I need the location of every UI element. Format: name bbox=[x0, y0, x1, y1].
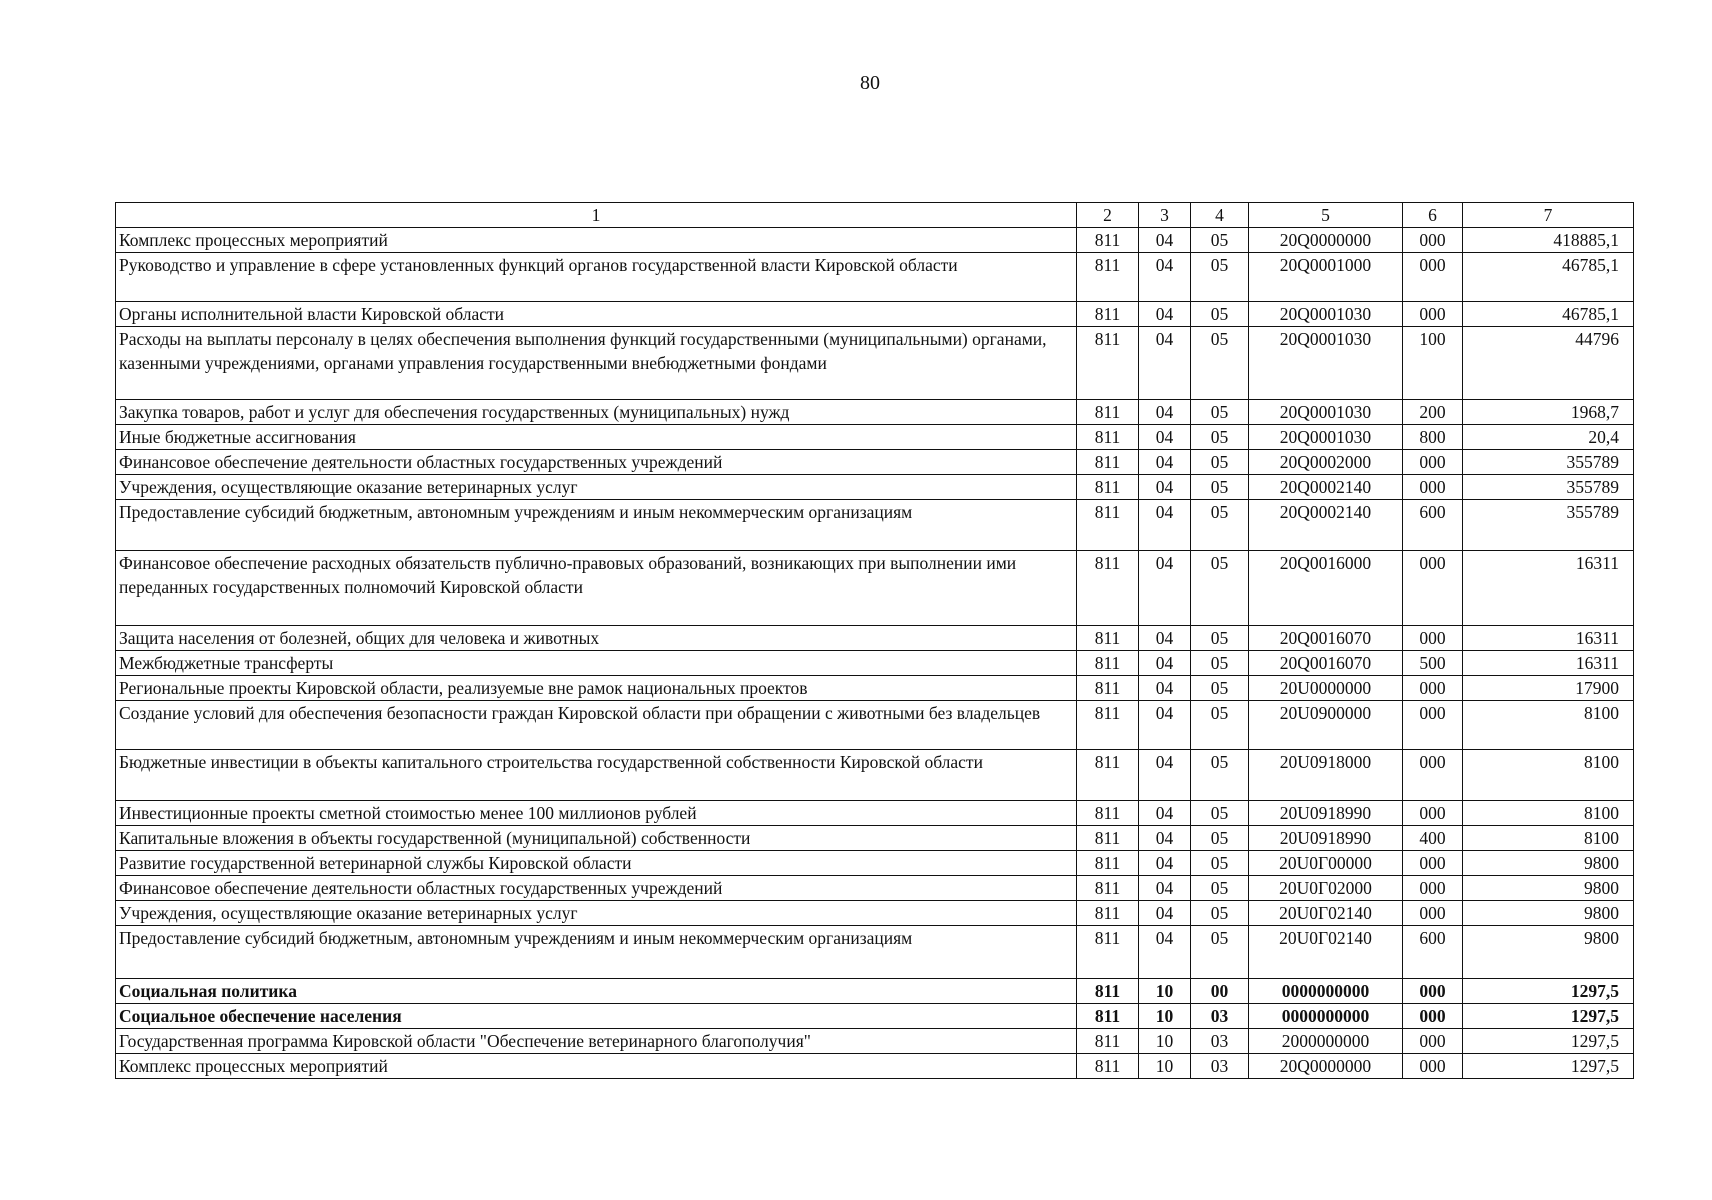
code-cell-6: 000 bbox=[1403, 701, 1463, 750]
code-cell-6: 400 bbox=[1403, 826, 1463, 851]
table-row bbox=[116, 1029, 1634, 1054]
code-cell-4: 05 bbox=[1191, 450, 1249, 475]
amount-cell: 9800 bbox=[1463, 876, 1634, 901]
code-cell-3: 04 bbox=[1139, 876, 1191, 901]
table-row bbox=[116, 1004, 1634, 1029]
table-row bbox=[116, 327, 1634, 400]
header-cell-4: 4 bbox=[1191, 203, 1249, 228]
code-cell-5: 20Q0001000 bbox=[1249, 253, 1403, 302]
amount-cell: 8100 bbox=[1463, 801, 1634, 826]
amount-cell: 1297,5 bbox=[1463, 1029, 1634, 1054]
code-cell-5: 20Q0000000 bbox=[1249, 1054, 1403, 1079]
table-row bbox=[116, 626, 1634, 651]
table-row bbox=[116, 926, 1634, 979]
code-cell-6: 600 bbox=[1403, 926, 1463, 979]
row-name-cell: Предоставление субсидий бюджетным, автономным учреждениям и иным некоммерческим организациям bbox=[116, 926, 1077, 979]
code-cell-6: 000 bbox=[1403, 901, 1463, 926]
code-cell-4: 05 bbox=[1191, 926, 1249, 979]
code-cell-5: 20Q0002000 bbox=[1249, 450, 1403, 475]
amount-cell: 44796 bbox=[1463, 327, 1634, 400]
table-row bbox=[116, 253, 1634, 302]
code-cell-2: 811 bbox=[1077, 626, 1139, 651]
table-row bbox=[116, 676, 1634, 701]
row-name-cell: Органы исполнительной власти Кировской области bbox=[116, 302, 1077, 327]
code-cell-5: 20U0918000 bbox=[1249, 750, 1403, 801]
amount-cell: 16311 bbox=[1463, 651, 1634, 676]
code-cell-4: 05 bbox=[1191, 400, 1249, 425]
code-cell-5: 20Q0002140 bbox=[1249, 500, 1403, 551]
code-cell-3: 04 bbox=[1139, 302, 1191, 327]
table-row bbox=[116, 876, 1634, 901]
row-name-cell: Региональные проекты Кировской области, реализуемые вне рамок национальных проектов bbox=[116, 676, 1077, 701]
code-cell-6: 000 bbox=[1403, 228, 1463, 253]
code-cell-3: 04 bbox=[1139, 425, 1191, 450]
header-cell-1: 1 bbox=[116, 203, 1077, 228]
code-cell-3: 04 bbox=[1139, 551, 1191, 626]
code-cell-4: 05 bbox=[1191, 801, 1249, 826]
code-cell-5: 20Q0001030 bbox=[1249, 425, 1403, 450]
code-cell-3: 04 bbox=[1139, 901, 1191, 926]
amount-cell: 8100 bbox=[1463, 750, 1634, 801]
row-name-cell: Финансовое обеспечение деятельности областных государственных учреждений bbox=[116, 450, 1077, 475]
code-cell-2: 811 bbox=[1077, 228, 1139, 253]
table-row bbox=[116, 1054, 1634, 1079]
code-cell-3: 04 bbox=[1139, 701, 1191, 750]
code-cell-4: 05 bbox=[1191, 676, 1249, 701]
table-row bbox=[116, 979, 1634, 1004]
code-cell-5: 0000000000 bbox=[1249, 979, 1403, 1004]
code-cell-5: 20Q0002140 bbox=[1249, 475, 1403, 500]
code-cell-5: 20U0918990 bbox=[1249, 801, 1403, 826]
code-cell-5: 2000000000 bbox=[1249, 1029, 1403, 1054]
code-cell-6: 000 bbox=[1403, 626, 1463, 651]
code-cell-3: 04 bbox=[1139, 327, 1191, 400]
code-cell-3: 04 bbox=[1139, 826, 1191, 851]
amount-cell: 1297,5 bbox=[1463, 1054, 1634, 1079]
amount-cell: 355789 bbox=[1463, 500, 1634, 551]
budget-table bbox=[115, 202, 1634, 1079]
code-cell-3: 10 bbox=[1139, 1054, 1191, 1079]
row-name-cell: Комплекс процессных мероприятий bbox=[116, 1054, 1077, 1079]
amount-cell: 1297,5 bbox=[1463, 1004, 1634, 1029]
amount-cell: 16311 bbox=[1463, 626, 1634, 651]
amount-cell: 8100 bbox=[1463, 701, 1634, 750]
code-cell-2: 811 bbox=[1077, 327, 1139, 400]
row-name-cell: Расходы на выплаты персоналу в целях обеспечения выполнения функций государственными (муниципальными) органами, казенными учреждениями, органами управления государственными внебюджетными фондами bbox=[116, 327, 1077, 400]
amount-cell: 1968,7 bbox=[1463, 400, 1634, 425]
code-cell-4: 05 bbox=[1191, 500, 1249, 551]
code-cell-4: 05 bbox=[1191, 228, 1249, 253]
amount-cell: 8100 bbox=[1463, 826, 1634, 851]
code-cell-2: 811 bbox=[1077, 1004, 1139, 1029]
code-cell-4: 05 bbox=[1191, 626, 1249, 651]
code-cell-4: 05 bbox=[1191, 302, 1249, 327]
amount-cell: 355789 bbox=[1463, 450, 1634, 475]
row-name-cell: Руководство и управление в сфере установленных функций органов государственной власти Кировской области bbox=[116, 253, 1077, 302]
code-cell-2: 811 bbox=[1077, 750, 1139, 801]
code-cell-5: 0000000000 bbox=[1249, 1004, 1403, 1029]
amount-cell: 20,4 bbox=[1463, 425, 1634, 450]
code-cell-4: 05 bbox=[1191, 651, 1249, 676]
code-cell-3: 04 bbox=[1139, 475, 1191, 500]
table-row bbox=[116, 801, 1634, 826]
amount-cell: 46785,1 bbox=[1463, 302, 1634, 327]
table-row bbox=[116, 400, 1634, 425]
code-cell-3: 04 bbox=[1139, 500, 1191, 551]
code-cell-4: 05 bbox=[1191, 425, 1249, 450]
code-cell-2: 811 bbox=[1077, 826, 1139, 851]
code-cell-5: 20Q0016070 bbox=[1249, 626, 1403, 651]
table-body bbox=[116, 228, 1634, 1079]
amount-cell: 9800 bbox=[1463, 851, 1634, 876]
row-name-cell: Межбюджетные трансферты bbox=[116, 651, 1077, 676]
row-name-cell: Комплекс процессных мероприятий bbox=[116, 228, 1077, 253]
code-cell-5: 20U0918990 bbox=[1249, 826, 1403, 851]
code-cell-6: 600 bbox=[1403, 500, 1463, 551]
code-cell-4: 05 bbox=[1191, 475, 1249, 500]
code-cell-5: 20Q0000000 bbox=[1249, 228, 1403, 253]
code-cell-6: 100 bbox=[1403, 327, 1463, 400]
code-cell-4: 03 bbox=[1191, 1054, 1249, 1079]
code-cell-6: 200 bbox=[1403, 400, 1463, 425]
code-cell-5: 20Q0016070 bbox=[1249, 651, 1403, 676]
amount-cell: 9800 bbox=[1463, 901, 1634, 926]
code-cell-3: 04 bbox=[1139, 676, 1191, 701]
code-cell-6: 000 bbox=[1403, 676, 1463, 701]
code-cell-4: 05 bbox=[1191, 826, 1249, 851]
code-cell-3: 04 bbox=[1139, 400, 1191, 425]
code-cell-5: 20U0Г02000 bbox=[1249, 876, 1403, 901]
table-row bbox=[116, 901, 1634, 926]
amount-cell: 16311 bbox=[1463, 551, 1634, 626]
code-cell-3: 10 bbox=[1139, 1004, 1191, 1029]
code-cell-4: 05 bbox=[1191, 551, 1249, 626]
amount-cell: 1297,5 bbox=[1463, 979, 1634, 1004]
code-cell-2: 811 bbox=[1077, 901, 1139, 926]
header-cell-3: 3 bbox=[1139, 203, 1191, 228]
code-cell-5: 20U0000000 bbox=[1249, 676, 1403, 701]
code-cell-2: 811 bbox=[1077, 701, 1139, 750]
code-cell-4: 05 bbox=[1191, 253, 1249, 302]
code-cell-6: 000 bbox=[1403, 851, 1463, 876]
table-row bbox=[116, 450, 1634, 475]
code-cell-6: 500 bbox=[1403, 651, 1463, 676]
code-cell-2: 811 bbox=[1077, 302, 1139, 327]
code-cell-3: 04 bbox=[1139, 851, 1191, 876]
code-cell-2: 811 bbox=[1077, 851, 1139, 876]
table-row bbox=[116, 551, 1634, 626]
code-cell-5: 20U0Г00000 bbox=[1249, 851, 1403, 876]
code-cell-6: 000 bbox=[1403, 1004, 1463, 1029]
code-cell-5: 20Q0001030 bbox=[1249, 327, 1403, 400]
code-cell-5: 20Q0001030 bbox=[1249, 400, 1403, 425]
code-cell-2: 811 bbox=[1077, 450, 1139, 475]
code-cell-2: 811 bbox=[1077, 979, 1139, 1004]
amount-cell: 17900 bbox=[1463, 676, 1634, 701]
code-cell-3: 04 bbox=[1139, 651, 1191, 676]
code-cell-2: 811 bbox=[1077, 1029, 1139, 1054]
code-cell-2: 811 bbox=[1077, 253, 1139, 302]
code-cell-2: 811 bbox=[1077, 400, 1139, 425]
header-cell-6: 6 bbox=[1403, 203, 1463, 228]
amount-cell: 355789 bbox=[1463, 475, 1634, 500]
code-cell-6: 000 bbox=[1403, 979, 1463, 1004]
code-cell-3: 04 bbox=[1139, 253, 1191, 302]
code-cell-4: 05 bbox=[1191, 701, 1249, 750]
table-row bbox=[116, 500, 1634, 551]
row-name-cell: Финансовое обеспечение деятельности областных государственных учреждений bbox=[116, 876, 1077, 901]
code-cell-4: 03 bbox=[1191, 1004, 1249, 1029]
row-name-cell: Государственная программа Кировской области "Обеспечение ветеринарного благополучия" bbox=[116, 1029, 1077, 1054]
row-name-cell: Бюджетные инвестиции в объекты капитального строительства государственной собственности Кировской области bbox=[116, 750, 1077, 801]
row-name-cell: Капитальные вложения в объекты государственной (муниципальной) собственности bbox=[116, 826, 1077, 851]
code-cell-4: 00 bbox=[1191, 979, 1249, 1004]
code-cell-5: 20U0Г02140 bbox=[1249, 926, 1403, 979]
code-cell-6: 000 bbox=[1403, 551, 1463, 626]
code-cell-4: 05 bbox=[1191, 750, 1249, 801]
amount-cell: 9800 bbox=[1463, 926, 1634, 979]
row-name-cell: Социальная политика bbox=[116, 979, 1077, 1004]
row-name-cell: Защита населения от болезней, общих для человека и животных bbox=[116, 626, 1077, 651]
code-cell-2: 811 bbox=[1077, 926, 1139, 979]
table-row bbox=[116, 826, 1634, 851]
code-cell-2: 811 bbox=[1077, 425, 1139, 450]
code-cell-4: 05 bbox=[1191, 851, 1249, 876]
amount-cell: 418885,1 bbox=[1463, 228, 1634, 253]
table-row bbox=[116, 228, 1634, 253]
row-name-cell: Учреждения, осуществляющие оказание ветеринарных услуг bbox=[116, 475, 1077, 500]
code-cell-4: 05 bbox=[1191, 901, 1249, 926]
row-name-cell: Создание условий для обеспечения безопасности граждан Кировской области при обращении с животными без владельцев bbox=[116, 701, 1077, 750]
code-cell-6: 000 bbox=[1403, 1029, 1463, 1054]
header-row bbox=[116, 203, 1634, 228]
code-cell-3: 04 bbox=[1139, 750, 1191, 801]
row-name-cell: Закупка товаров, работ и услуг для обеспечения государственных (муниципальных) нужд bbox=[116, 400, 1077, 425]
table-row bbox=[116, 302, 1634, 327]
code-cell-2: 811 bbox=[1077, 651, 1139, 676]
header-cell-7: 7 bbox=[1463, 203, 1634, 228]
code-cell-6: 000 bbox=[1403, 253, 1463, 302]
table-row bbox=[116, 750, 1634, 801]
code-cell-3: 10 bbox=[1139, 1029, 1191, 1054]
table-row bbox=[116, 475, 1634, 500]
page-number: 80 bbox=[860, 72, 880, 94]
code-cell-4: 05 bbox=[1191, 327, 1249, 400]
code-cell-3: 04 bbox=[1139, 626, 1191, 651]
code-cell-2: 811 bbox=[1077, 876, 1139, 901]
row-name-cell: Предоставление субсидий бюджетным, автономным учреждениям и иным некоммерческим организациям bbox=[116, 500, 1077, 551]
code-cell-3: 04 bbox=[1139, 801, 1191, 826]
row-name-cell: Иные бюджетные ассигнования bbox=[116, 425, 1077, 450]
code-cell-5: 20U0900000 bbox=[1249, 701, 1403, 750]
code-cell-2: 811 bbox=[1077, 475, 1139, 500]
code-cell-5: 20U0Г02140 bbox=[1249, 901, 1403, 926]
code-cell-2: 811 bbox=[1077, 551, 1139, 626]
amount-cell: 46785,1 bbox=[1463, 253, 1634, 302]
code-cell-3: 04 bbox=[1139, 450, 1191, 475]
code-cell-6: 000 bbox=[1403, 475, 1463, 500]
code-cell-6: 000 bbox=[1403, 801, 1463, 826]
table-row bbox=[116, 425, 1634, 450]
row-name-cell: Финансовое обеспечение расходных обязательств публично-правовых образований, возникающих при выполнении ими переданных государственных полномочий Кировской области bbox=[116, 551, 1077, 626]
code-cell-6: 000 bbox=[1403, 450, 1463, 475]
code-cell-5: 20Q0016000 bbox=[1249, 551, 1403, 626]
code-cell-2: 811 bbox=[1077, 500, 1139, 551]
code-cell-5: 20Q0001030 bbox=[1249, 302, 1403, 327]
row-name-cell: Учреждения, осуществляющие оказание ветеринарных услуг bbox=[116, 901, 1077, 926]
row-name-cell: Инвестиционные проекты сметной стоимостью менее 100 миллионов рублей bbox=[116, 801, 1077, 826]
header-cell-2: 2 bbox=[1077, 203, 1139, 228]
table-row bbox=[116, 651, 1634, 676]
code-cell-6: 000 bbox=[1403, 302, 1463, 327]
code-cell-2: 811 bbox=[1077, 676, 1139, 701]
code-cell-6: 000 bbox=[1403, 876, 1463, 901]
code-cell-6: 800 bbox=[1403, 425, 1463, 450]
header-cell-5: 5 bbox=[1249, 203, 1403, 228]
row-name-cell: Социальное обеспечение населения bbox=[116, 1004, 1077, 1029]
code-cell-4: 03 bbox=[1191, 1029, 1249, 1054]
row-name-cell: Развитие государственной ветеринарной службы Кировской области bbox=[116, 851, 1077, 876]
code-cell-4: 05 bbox=[1191, 876, 1249, 901]
code-cell-2: 811 bbox=[1077, 1054, 1139, 1079]
table-row bbox=[116, 851, 1634, 876]
code-cell-6: 000 bbox=[1403, 750, 1463, 801]
code-cell-3: 04 bbox=[1139, 228, 1191, 253]
code-cell-3: 04 bbox=[1139, 926, 1191, 979]
code-cell-6: 000 bbox=[1403, 1054, 1463, 1079]
code-cell-3: 10 bbox=[1139, 979, 1191, 1004]
code-cell-2: 811 bbox=[1077, 801, 1139, 826]
table-row bbox=[116, 701, 1634, 750]
